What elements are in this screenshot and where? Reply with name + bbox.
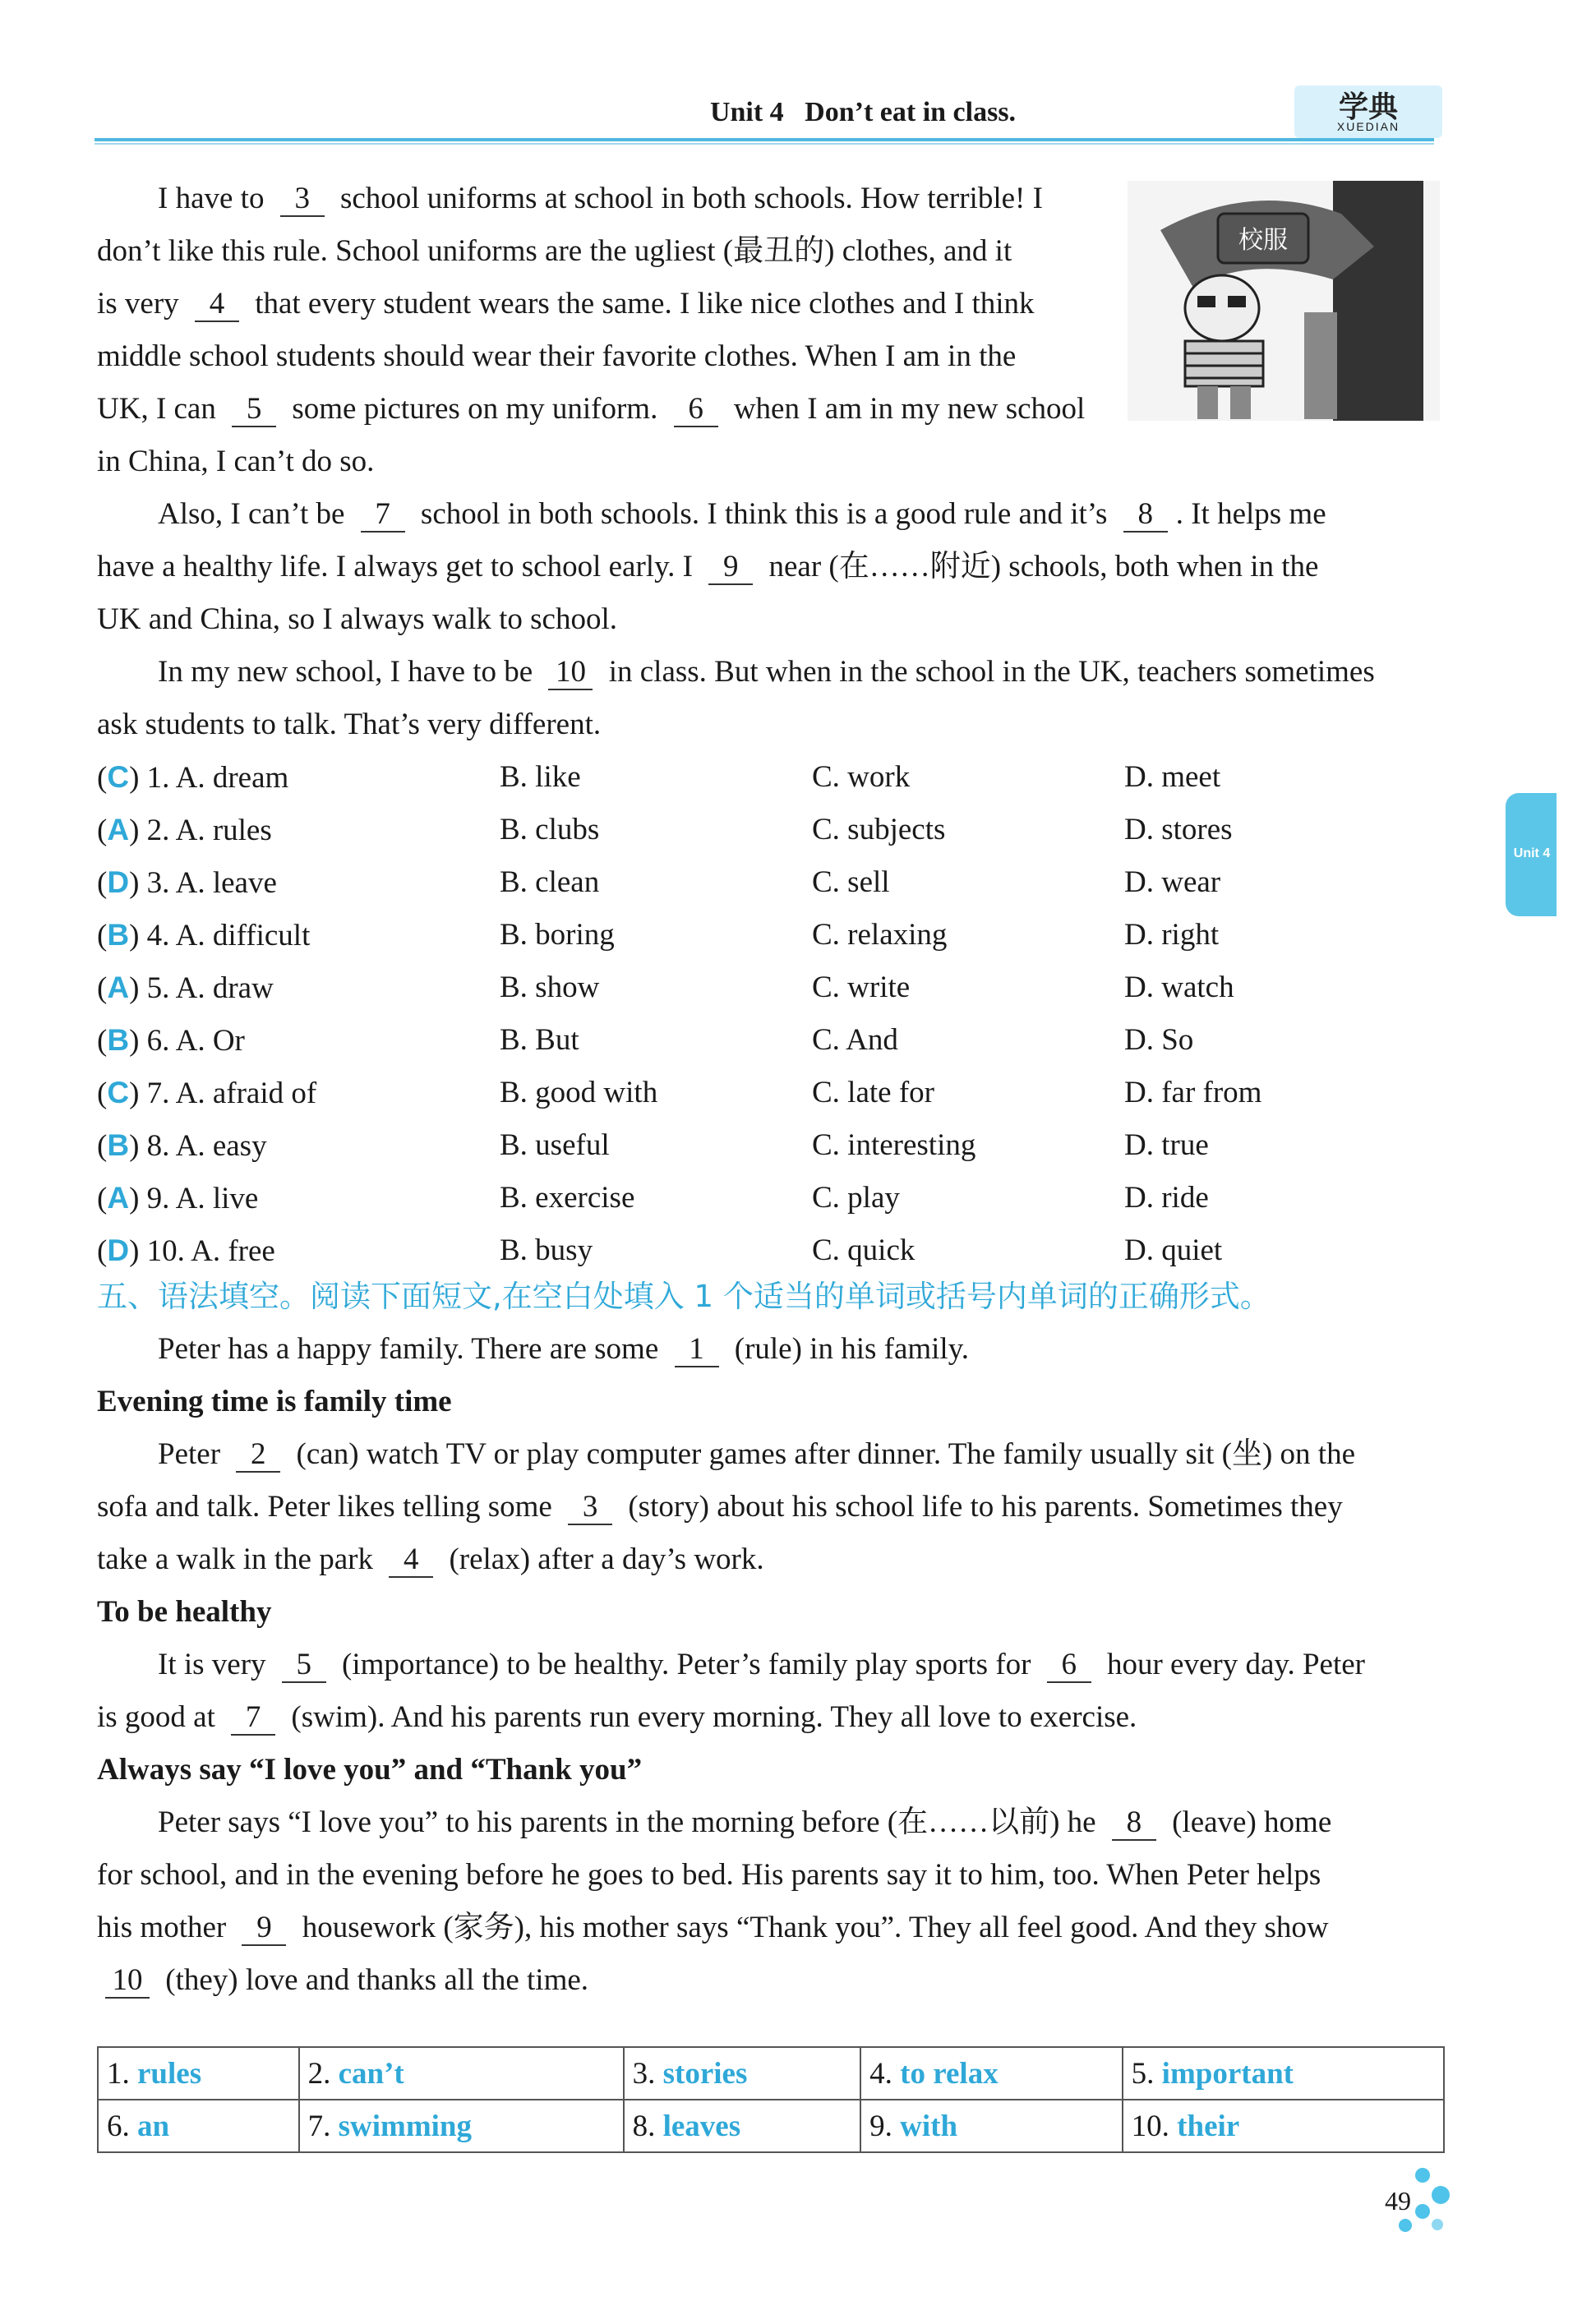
- passage1-paragraph2: [97, 488, 1445, 646]
- option-row: [97, 856, 1445, 909]
- answer-letter: D: [107, 865, 130, 899]
- unit-side-tab-label: Unit 4: [1513, 846, 1551, 860]
- text-segment: housework (家务), his mother says “Thank you”. They all feel good. And they show: [294, 1911, 1329, 1944]
- option-row-lead: (D) 3. A. leave: [97, 865, 277, 900]
- answer-cell-number: 1.: [107, 2056, 137, 2091]
- answer-cell: [860, 2047, 1123, 2100]
- text-segment: Also, I can’t be: [158, 497, 353, 531]
- answer-cell-value: leaves: [662, 2109, 741, 2143]
- blank-number: 5: [232, 393, 276, 427]
- option-b: B. busy: [500, 1233, 593, 1267]
- text-segment: (importance) to be healthy. Peter’s family play sports for: [334, 1648, 1039, 1681]
- question-number: 4.: [146, 919, 176, 952]
- section5-intro: [97, 1323, 1445, 1376]
- blank-number: 8: [1123, 498, 1168, 533]
- answer-cell-value: an: [137, 2109, 170, 2143]
- text-segment: school uniforms at school in both schools. How terrible! I: [332, 182, 1043, 215]
- answer-cell: [299, 2047, 624, 2100]
- section5-paragraph-evening: [97, 1428, 1445, 1586]
- option-c: C. late for: [812, 1076, 934, 1109]
- option-d: D. true: [1124, 1128, 1209, 1162]
- option-row-lead: (D) 10. A. free: [97, 1233, 275, 1268]
- answer-cell-number: 2.: [307, 2056, 339, 2091]
- answer-cell-value: can’t: [338, 2056, 404, 2091]
- answer-cell-value: important: [1161, 2056, 1294, 2091]
- cartoon-illustration: [1128, 181, 1440, 421]
- answer-cell-number: 4.: [869, 2056, 901, 2091]
- text-segment: Peter: [158, 1437, 228, 1471]
- page-number: 49: [1385, 2186, 1411, 2216]
- text-segment: It is very: [158, 1648, 274, 1681]
- answer-cell-value: with: [900, 2109, 958, 2143]
- text-segment: ask students to talk. That’s very different.: [97, 708, 602, 741]
- option-a: A. live: [175, 1182, 259, 1215]
- answer-cell: [98, 2047, 299, 2100]
- text-segment: Peter says “I love you” to his parents in the morning before (在……以前) he: [158, 1805, 1104, 1839]
- text-segment: middle school students should wear their favorite clothes. When I am in the: [97, 339, 1017, 373]
- option-row: [97, 804, 1445, 856]
- text-segment: (rule) in his family.: [726, 1332, 970, 1366]
- answer-cell: [624, 2047, 861, 2100]
- option-c: C. play: [812, 1181, 900, 1215]
- option-c: C. quick: [812, 1233, 916, 1267]
- blank-number: 4: [195, 288, 239, 322]
- answer-letter: C: [107, 1076, 130, 1109]
- option-b: B. useful: [500, 1128, 610, 1162]
- option-a: A. easy: [175, 1129, 267, 1163]
- option-row-lead: (B) 4. A. difficult: [97, 918, 311, 952]
- section5-heading-healthy: To be healthy: [97, 1595, 272, 1629]
- text-segment: Peter has a happy family. There are some: [158, 1332, 666, 1366]
- blank-number: 5: [282, 1648, 326, 1683]
- answer-cell: [98, 2100, 299, 2152]
- text-segment: when I am in my new school: [726, 392, 1086, 426]
- decor-dot: [1399, 2219, 1412, 2232]
- answer-cell-value: their: [1177, 2109, 1240, 2143]
- option-row-lead: (B) 8. A. easy: [97, 1128, 267, 1163]
- question-number: 1.: [146, 761, 176, 795]
- answer-cell-number: 8.: [632, 2109, 663, 2143]
- blank-number: 3: [568, 1491, 612, 1525]
- option-c: C. interesting: [812, 1128, 976, 1162]
- question-number: 10.: [146, 1234, 191, 1268]
- question-number: 9.: [146, 1182, 176, 1215]
- option-a: A. afraid of: [175, 1077, 317, 1110]
- option-row: [97, 961, 1445, 1014]
- option-b: B. exercise: [500, 1181, 635, 1215]
- answer-table-row: [98, 2047, 1444, 2100]
- answer-cell-number: 6.: [107, 2109, 137, 2143]
- answer-letter: A: [107, 813, 130, 846]
- passage1-paragraph1: [97, 173, 1116, 488]
- question-number: 7.: [146, 1077, 176, 1110]
- text-segment: don’t like this rule. School uniforms are the ugliest (最丑的) clothes, and it: [97, 234, 1012, 268]
- answer-cell: [860, 2100, 1123, 2152]
- option-a: A. dream: [175, 761, 289, 795]
- answer-letter: A: [107, 1181, 130, 1215]
- question-number: 3.: [146, 866, 176, 900]
- option-row-lead: (A) 9. A. live: [97, 1181, 259, 1215]
- answer-cell: [299, 2100, 624, 2152]
- option-row-lead: (C) 1. A. dream: [97, 760, 289, 795]
- option-row-lead: (C) 7. A. afraid of: [97, 1076, 317, 1110]
- question-number: 8.: [146, 1129, 176, 1163]
- header-divider: [95, 138, 1434, 141]
- section5-paragraph-love: [97, 1796, 1445, 2007]
- answer-cell-value: swimming: [338, 2109, 473, 2143]
- text-segment: (can) watch TV or play computer games after dinner. The family usually sit (坐) on the: [288, 1437, 1355, 1471]
- blank-number: 7: [361, 498, 405, 533]
- cartoon-drawing: [1128, 181, 1440, 421]
- option-b: B. good with: [500, 1076, 658, 1109]
- section5-title: 五、语法填空。阅读下面短文,在空白处填入 1 个适当的单词或括号内单词的正确形式。: [97, 1279, 1271, 1314]
- answer-cell: [1123, 2100, 1444, 2152]
- blank-number: 2: [236, 1438, 280, 1473]
- option-row: [97, 1067, 1445, 1119]
- answer-cell-number: 10.: [1131, 2109, 1178, 2143]
- answer-cell-value: stories: [662, 2056, 748, 2091]
- option-row: [97, 1224, 1445, 1277]
- decor-dot: [1432, 2186, 1450, 2204]
- option-b: B. boring: [500, 918, 615, 952]
- blank-number: 4: [389, 1543, 433, 1578]
- question-number: 6.: [146, 1024, 176, 1058]
- passage1-paragraph3: [97, 646, 1445, 751]
- text-segment: in China, I can’t do so.: [97, 445, 375, 478]
- blank-number: 9: [708, 551, 753, 585]
- option-c: C. write: [812, 971, 911, 1004]
- blank-number: 6: [1047, 1648, 1091, 1683]
- answer-letter: D: [107, 1233, 130, 1267]
- text-segment: have a healthy life. I always get to school early. I: [97, 550, 701, 583]
- option-c: C. And: [812, 1023, 898, 1057]
- blank-number: 9: [242, 1911, 286, 1946]
- text-segment: (they) love and thanks all the time.: [158, 1963, 589, 1997]
- option-b: B. But: [500, 1023, 579, 1057]
- answer-letter: B: [107, 1023, 130, 1057]
- text-segment: in class. But when in the school in the UK, teachers sometimes: [601, 655, 1375, 689]
- option-row-lead: (A) 2. A. rules: [97, 813, 272, 847]
- unit-title: Unit 4 Don’t eat in class.: [709, 97, 1017, 127]
- section5-heading-love: Always say “I love you” and “Thank you”: [97, 1753, 643, 1787]
- text-segment: take a walk in the park: [97, 1542, 381, 1576]
- option-d: D. quiet: [1124, 1233, 1223, 1267]
- cartoon-uniform-label: 校服: [1238, 226, 1288, 255]
- text-segment: hour every day. Peter: [1099, 1648, 1365, 1681]
- blank-number: 7: [231, 1701, 275, 1736]
- option-d: D. watch: [1124, 971, 1234, 1004]
- option-row: [97, 751, 1445, 804]
- option-b: B. clean: [500, 865, 600, 899]
- text-segment: (swim). And his parents run every morning. They all love to exercise.: [284, 1700, 1137, 1734]
- text-segment: is good at: [97, 1700, 224, 1734]
- option-row: [97, 1172, 1445, 1224]
- answer-cell: [624, 2100, 861, 2152]
- decor-dot: [1432, 2219, 1443, 2230]
- answer-cell-number: 7.: [307, 2109, 339, 2143]
- publisher-logo-text: 学典: [1338, 90, 1398, 124]
- option-c: C. subjects: [812, 813, 946, 846]
- blank-number: 8: [1112, 1806, 1156, 1841]
- option-row-lead: (A) 5. A. draw: [97, 971, 274, 1005]
- option-b: B. like: [500, 760, 581, 794]
- answer-cell-value: rules: [137, 2056, 202, 2091]
- blank-number: 1: [675, 1333, 719, 1367]
- answer-cell-value: to relax: [900, 2056, 999, 2091]
- answer-table: [97, 2046, 1445, 2153]
- text-segment: (story) about his school life to his parents. Sometimes they: [620, 1490, 1343, 1524]
- option-a: A. Or: [175, 1024, 245, 1058]
- text-segment: some pictures on my uniform.: [284, 392, 666, 426]
- text-segment: is very: [97, 287, 187, 320]
- text-segment: (leave) home: [1164, 1805, 1332, 1839]
- text-segment: school in both schools. I think this is a good rule and it’s: [413, 497, 1115, 531]
- text-segment: I have to: [158, 182, 272, 215]
- text-segment: for school, and in the evening before he goes to bed. His parents say it to him, too. When Peter helps: [97, 1858, 1321, 1892]
- text-segment: UK, I can: [97, 392, 224, 426]
- question-number: 2.: [146, 814, 176, 847]
- text-segment: In my new school, I have to be: [158, 655, 541, 689]
- answer-letter: B: [107, 1128, 130, 1162]
- text-segment: that every student wears the same. I like nice clothes and I think: [247, 287, 1035, 320]
- option-d: D. wear: [1124, 865, 1221, 899]
- section5-heading-evening: Evening time is family time: [97, 1385, 452, 1418]
- option-a: A. leave: [175, 866, 277, 900]
- section5-paragraph-healthy: [97, 1639, 1445, 1744]
- text-segment: . It helps me: [1175, 497, 1326, 531]
- answer-table-row: [98, 2100, 1444, 2152]
- blank-number: 3: [280, 182, 325, 217]
- option-d: D. far from: [1124, 1076, 1262, 1109]
- text-segment: his mother: [97, 1911, 234, 1944]
- option-d: D. right: [1124, 918, 1220, 952]
- answer-cell-number: 5.: [1131, 2056, 1162, 2091]
- text-segment: near (在……附近) schools, both when in the: [761, 550, 1319, 583]
- answer-cell-number: 3.: [632, 2056, 663, 2091]
- option-row: [97, 909, 1445, 961]
- answer-letter: B: [107, 918, 130, 952]
- option-row: [97, 1119, 1445, 1172]
- text-segment: sofa and talk. Peter likes telling some: [97, 1490, 560, 1524]
- option-a: A. difficult: [175, 919, 311, 952]
- answer-letter: A: [107, 971, 130, 1004]
- option-c: C. sell: [812, 865, 890, 899]
- blank-number: 10: [105, 1964, 150, 1999]
- option-d: D. ride: [1124, 1181, 1209, 1215]
- option-row-lead: (B) 6. A. Or: [97, 1023, 245, 1058]
- option-c: C. relaxing: [812, 918, 948, 952]
- text-segment: UK and China, so I always walk to school.: [97, 602, 618, 636]
- option-row: [97, 1014, 1445, 1067]
- option-a: A. draw: [175, 971, 274, 1005]
- option-b: B. show: [500, 971, 600, 1004]
- text-segment: (relax) after a day’s work.: [441, 1542, 764, 1576]
- option-d: D. So: [1124, 1023, 1194, 1057]
- option-a: A. rules: [175, 814, 272, 847]
- header-divider-thin: [95, 143, 1434, 145]
- option-c: C. work: [812, 760, 911, 794]
- answer-cell-number: 9.: [869, 2109, 901, 2143]
- option-b: B. clubs: [500, 813, 600, 846]
- question-number: 5.: [146, 971, 176, 1005]
- decor-dot: [1415, 2168, 1430, 2183]
- blank-number: 10: [548, 656, 593, 690]
- decor-dot: [1415, 2204, 1430, 2219]
- publisher-logo-subtext: XUEDIAN: [1336, 120, 1400, 133]
- answer-letter: C: [107, 760, 130, 794]
- option-a: A. free: [191, 1234, 275, 1268]
- option-d: D. meet: [1124, 760, 1221, 794]
- answer-cell: [1123, 2047, 1444, 2100]
- blank-number: 6: [674, 393, 718, 427]
- option-d: D. stores: [1124, 813, 1233, 846]
